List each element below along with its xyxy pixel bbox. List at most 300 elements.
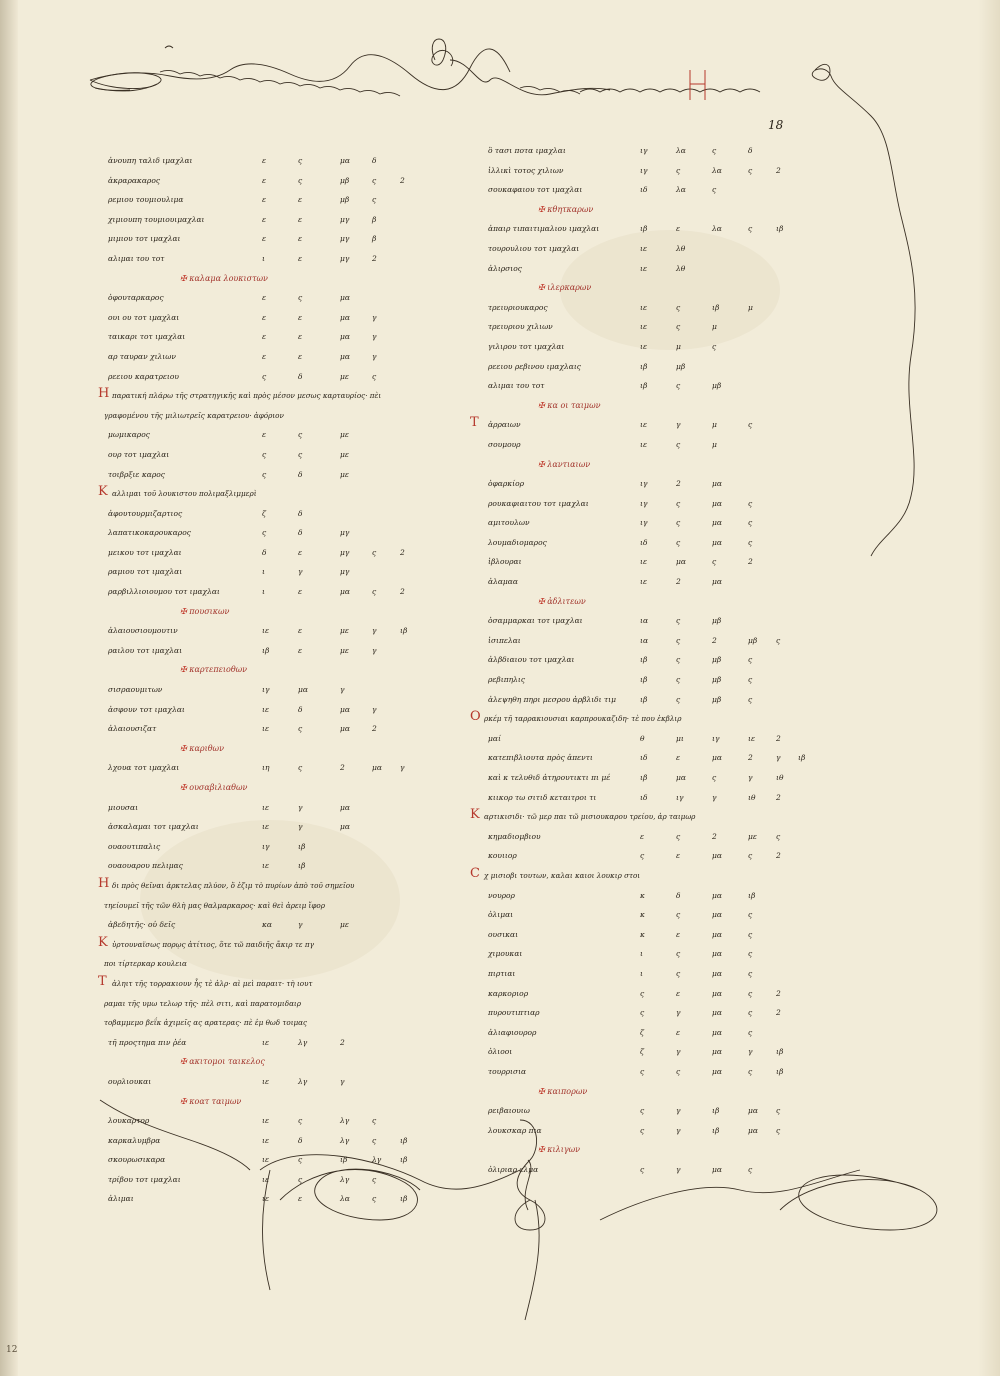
coordinate-value: ς: [298, 430, 303, 440]
place-name: ἀλεψηθη πηρι μεσρου ἀρβλιδι τιμ: [488, 694, 616, 704]
table-row: [468, 160, 818, 180]
coordinate-value: ς: [676, 381, 681, 391]
table-row: [468, 1041, 818, 1061]
coordinate-value: ιβ: [748, 890, 756, 900]
coordinate-value: ς: [748, 910, 753, 920]
coordinate-value: μγ: [340, 528, 350, 538]
table-row: [468, 473, 818, 493]
coordinate-value: ς: [298, 1155, 303, 1165]
coordinate-value: μα: [712, 1047, 722, 1057]
coordinate-value: λγ: [340, 1174, 350, 1184]
coordinate-value: μα: [748, 1106, 758, 1116]
text-line: [100, 973, 455, 993]
heading-text: καιπορων: [547, 1086, 588, 1096]
coordinate-value: ε: [298, 587, 303, 597]
place-name: πυρουτιπτιαρ: [488, 1008, 540, 1018]
coordinate-value: λγ: [340, 1116, 350, 1126]
coordinate-value: ς: [372, 195, 377, 205]
place-name: ρεβιπηλις: [488, 675, 526, 685]
table-row: [100, 170, 455, 190]
coordinate-value: δ: [748, 146, 753, 155]
place-name: τηείουμεῖ τῆς τῶν θλὴ μας θαλμαρκαρος· καὶ θεὶ ἀρειμ ἴφορ: [104, 900, 325, 910]
coordinate-value: ιβ: [298, 861, 306, 871]
place-name: ὃ τασι ποτα ιμαχλαι: [488, 146, 566, 155]
table-row: [100, 836, 455, 856]
place-name: ἀσφουν τοτ ιμαχλαι: [108, 704, 185, 714]
place-name: μιουσαι: [108, 802, 139, 812]
coordinate-value: ιε: [262, 861, 269, 871]
coordinate-value: 2: [776, 165, 781, 175]
coordinate-value: ς: [372, 371, 377, 381]
coordinate-value: γ: [712, 792, 717, 802]
section-heading-label: [180, 665, 247, 674]
place-name: τῆ προςτημα πιν ῥέα: [108, 1037, 187, 1047]
place-name: κιικορ τω σιτιδ κεταιτροι τι: [488, 792, 597, 802]
coordinate-value: μα: [340, 156, 350, 165]
cross-icon: ✠: [538, 596, 548, 606]
table-row: [468, 140, 818, 160]
coordinate-value: γ: [372, 332, 377, 342]
coordinate-value: ια: [640, 635, 649, 645]
coordinate-value: ιβ: [400, 1194, 408, 1204]
coordinate-value: 2: [712, 831, 717, 841]
coordinate-value: μα: [340, 724, 350, 734]
coordinate-value: ς: [640, 1008, 645, 1018]
place-name: αρτικισιδι· τῶ μερ παι τῶ μισιουκαρου τρείου, ἀρ ταιμωρ: [484, 812, 696, 822]
coordinate-value: ς: [676, 616, 681, 626]
coordinate-value: ε: [262, 312, 267, 322]
coordinate-value: δ: [298, 704, 303, 714]
coordinate-value: λγ: [340, 1135, 350, 1145]
table-row: [100, 561, 455, 581]
text-line: [100, 1012, 455, 1032]
coordinate-value: ζ: [262, 508, 267, 518]
coordinate-value: με: [340, 430, 349, 440]
place-name: ἀβεδητῆς· οὐ δεῖς: [108, 920, 176, 930]
coordinate-value: ε: [298, 547, 303, 557]
coordinate-value: λα: [712, 165, 722, 175]
place-name: ουσικαι: [488, 929, 519, 939]
coordinate-value: 2: [776, 792, 781, 802]
coordinate-value: μα: [712, 518, 722, 528]
place-name: κημαδιομβιου: [488, 831, 541, 841]
coordinate-value: ιε: [640, 243, 647, 253]
text-line: [100, 405, 455, 425]
coordinate-value: ς: [748, 537, 753, 547]
coordinate-value: ς: [776, 1125, 781, 1135]
cross-icon: ✠: [180, 743, 190, 753]
table-row: [100, 1071, 455, 1091]
coordinate-value: ς: [712, 773, 717, 782]
coordinate-value: ς: [748, 498, 753, 508]
coordinate-value: μ: [712, 439, 717, 449]
coordinate-value: κ: [640, 890, 645, 900]
coordinate-value: ιγ: [640, 479, 648, 489]
table-row: [468, 885, 818, 905]
place-name: λχουα τοτ ιμαχλαι: [108, 763, 180, 773]
place-name: πιρτιαι: [488, 968, 516, 978]
coordinate-value: ς: [262, 469, 267, 479]
coordinate-value: ε: [298, 626, 303, 636]
coordinate-value: μα: [712, 537, 722, 547]
coordinate-value: μα: [676, 773, 686, 782]
table-row: [468, 493, 818, 513]
text-line: [100, 895, 455, 915]
coordinate-value: ιη: [262, 763, 270, 773]
table-row: [468, 258, 818, 278]
section-heading: [468, 395, 818, 415]
place-name: ουρλιουκαι: [108, 1076, 152, 1086]
section-heading: [100, 738, 455, 758]
coordinate-value: μα: [712, 1027, 722, 1037]
heading-text: κιλιγων: [547, 1145, 581, 1155]
rubricated-initial: Η: [98, 875, 110, 891]
coordinate-value: ιδ: [640, 753, 648, 763]
coordinate-value: μγ: [340, 234, 350, 244]
coordinate-value: ς: [748, 949, 753, 959]
coordinate-value: ς: [372, 547, 377, 557]
table-row: [468, 238, 818, 258]
coordinate-value: ιε: [262, 626, 269, 636]
place-name: ρεμιου τουμιουλιμα: [108, 195, 184, 205]
section-heading-label: [180, 744, 224, 753]
place-name: σουκαφαιου τοτ ιμαχλαι: [488, 185, 583, 195]
coordinate-value: ε: [262, 293, 267, 303]
text-line: [468, 806, 818, 826]
coordinate-value: 2: [400, 175, 405, 185]
place-name: λαπατικοκαρουκαρος: [108, 528, 191, 538]
coordinate-value: ι: [262, 253, 265, 263]
coordinate-value: λθ: [676, 243, 686, 253]
place-name: ἀλαιουσιουμουτιν: [108, 626, 178, 636]
coordinate-value: δ: [372, 156, 377, 165]
coordinate-value: ς: [262, 371, 267, 381]
section-heading-label: [180, 783, 247, 792]
place-name: ουρ τοτ ιμαχλαι: [108, 449, 170, 459]
coordinate-value: μα: [340, 802, 350, 812]
coordinate-value: ς: [372, 175, 377, 185]
coordinate-value: ς: [676, 675, 681, 685]
coordinate-value: ιβ: [640, 361, 648, 371]
coordinate-value: ς: [748, 420, 753, 430]
coordinate-value: 2: [676, 577, 681, 587]
place-name: μαί: [488, 733, 501, 743]
table-row: [468, 904, 818, 924]
coordinate-value: ς: [748, 675, 753, 685]
coordinate-value: ιε: [262, 802, 269, 812]
cross-icon: ✠: [538, 1086, 548, 1096]
heading-text: καριθων: [189, 743, 224, 753]
coordinate-value: γ: [676, 1106, 681, 1116]
place-name: ρεειου ρεβινου ιμαχλαις: [488, 361, 581, 371]
coordinate-value: ς: [298, 1116, 303, 1126]
section-heading-label: [538, 1087, 587, 1096]
table-row: [100, 424, 455, 444]
table-row: [100, 326, 455, 346]
coordinate-value: ιγ: [640, 146, 648, 155]
coordinate-value: ιγ: [262, 685, 270, 695]
coordinate-value: ς: [640, 1066, 645, 1076]
coordinate-value: ς: [776, 1106, 781, 1116]
coordinate-value: με: [340, 920, 349, 930]
coordinate-value: μα: [712, 1164, 722, 1174]
table-row: [468, 963, 818, 983]
coordinate-value: ε: [676, 851, 681, 861]
place-name: λουκσκαρ πια: [488, 1125, 542, 1135]
coordinate-value: ζ: [640, 1027, 645, 1037]
coordinate-value: ς: [676, 1066, 681, 1076]
place-name: ραμιου τοτ ιμαχλαι: [108, 567, 183, 577]
coordinate-value: κ: [640, 929, 645, 939]
place-name: ρουκαφιαιτου τοτ ιμαχλαι: [488, 498, 589, 508]
table-row: [468, 728, 818, 748]
coordinate-value: μα: [372, 763, 382, 773]
coordinate-value: ε: [298, 1194, 303, 1204]
coordinate-value: ιδ: [640, 792, 648, 802]
section-heading-label: [180, 1097, 241, 1106]
place-name: ἰσιπελαι: [488, 635, 521, 645]
place-name: ἀλιαφιουρορ: [488, 1027, 537, 1037]
table-row: [100, 366, 455, 386]
heading-text: κα οι ταιμων: [547, 400, 601, 410]
coordinate-value: γ: [676, 1008, 681, 1018]
coordinate-value: ς: [748, 518, 753, 528]
coordinate-value: ς: [776, 831, 781, 841]
place-name: ἀλβδιαιου τοτ ιμαχλαι: [488, 655, 575, 665]
coordinate-value: ε: [262, 332, 267, 342]
rubricated-initial: Κ: [98, 484, 108, 500]
coordinate-value: γ: [372, 312, 377, 322]
coordinate-value: ς: [748, 1164, 753, 1174]
coordinate-value: 2: [776, 733, 781, 743]
place-name: ποι τίρτερκαρ κουλεια: [104, 959, 187, 969]
cross-icon: ✠: [538, 283, 548, 293]
table-row: [100, 1130, 455, 1150]
coordinate-value: λα: [676, 185, 686, 195]
coordinate-value: ιδ: [640, 185, 648, 195]
place-name: ὀφαρκίορ: [488, 479, 525, 489]
table-row: [100, 444, 455, 464]
coordinate-value: ς: [748, 851, 753, 861]
coordinate-value: μγ: [340, 547, 350, 557]
coordinate-value: ε: [298, 214, 303, 224]
coordinate-value: μι: [676, 733, 684, 743]
coordinate-value: 2: [748, 753, 753, 763]
heading-text: κθητκαρων: [547, 204, 594, 214]
coordinate-value: ε: [262, 351, 267, 361]
coordinate-value: ς: [676, 910, 681, 920]
coordinate-value: μβ: [340, 195, 350, 205]
coordinate-value: μα: [712, 1008, 722, 1018]
place-name: ἀσκαλαμαι τοτ ιμαχλαι: [108, 822, 199, 832]
coordinate-value: δ: [262, 547, 267, 557]
coordinate-value: β: [372, 214, 377, 224]
heading-text: πουσικων: [189, 606, 230, 616]
table-row: [468, 983, 818, 1003]
coordinate-value: ιβ: [776, 224, 784, 234]
coordinate-value: μβ: [712, 694, 722, 704]
coordinate-value: ιγ: [640, 165, 648, 175]
place-name: ραμαι τῆς υμω τελωρ τῆς· πὲλ σιτι, καὶ παρατομιδαιρ: [104, 998, 301, 1008]
text-line: [468, 708, 818, 728]
coordinate-value: ιε: [262, 1076, 269, 1086]
place-name: χ μισιοβι τουτων, καλαι καιοι λουκιρ στοι: [484, 870, 641, 880]
section-heading-label: [538, 283, 591, 292]
coordinate-value: ιε: [640, 439, 647, 449]
place-name: σουμουρ: [488, 439, 521, 449]
place-name: καὶ κ τελυθιδ ἀτηρουτικτι πι μέ: [488, 773, 611, 782]
place-name: ραιλου τοτ ιμαχλαι: [108, 645, 183, 655]
table-row: [100, 1169, 455, 1189]
table-row: [100, 503, 455, 523]
table-row: [468, 434, 818, 454]
table-row: [468, 218, 818, 238]
coordinate-value: με: [340, 626, 349, 636]
coordinate-value: β: [372, 234, 377, 244]
coordinate-value: μα: [340, 704, 350, 714]
coordinate-value: ς: [676, 498, 681, 508]
place-name: γιλιρου τοτ ιμαχλαι: [488, 341, 565, 351]
coordinate-value: ς: [640, 988, 645, 998]
coordinate-value: ς: [676, 518, 681, 528]
table-row: [468, 375, 818, 395]
table-row: [468, 1100, 818, 1120]
place-name: ὀλιοοι: [488, 1047, 513, 1057]
coordinate-value: μβ: [712, 381, 722, 391]
table-row: [468, 1159, 818, 1179]
coordinate-value: ς: [262, 528, 267, 538]
coordinate-value: ιβ: [712, 1106, 720, 1116]
cross-icon: ✠: [180, 1096, 190, 1106]
coordinate-value: ς: [640, 1106, 645, 1116]
table-row: [100, 718, 455, 738]
place-name: τοβαμμεμο βεΐκ ἀχιμεῖς ας αρατερας· πὲ ἐμ θωδ τοιμας: [104, 1018, 308, 1028]
section-heading-label: [538, 401, 601, 410]
coordinate-value: ιε: [640, 322, 647, 332]
coordinate-value: ς: [676, 322, 681, 332]
coordinate-value: λγ: [298, 1037, 308, 1047]
table-row: [100, 699, 455, 719]
coordinate-value: ιβ: [298, 841, 306, 851]
top-flourish-line: [90, 49, 510, 90]
coordinate-value: ιε: [262, 822, 269, 832]
table-row: [468, 512, 818, 532]
coordinate-value: ιγ: [262, 841, 270, 851]
coordinate-value: ς: [298, 1174, 303, 1184]
coordinate-value: μα: [712, 753, 722, 763]
table-row: [100, 307, 455, 327]
coordinate-value: ι: [262, 567, 265, 577]
coordinate-value: μα: [712, 988, 722, 998]
table-row: [468, 336, 818, 356]
place-name: παρατική πλάρω τῆς στρατηγικῆς καὶ πρὸς μέσον μεσως καρταυρίος· πὲι: [112, 391, 382, 401]
place-name: ἀλιρσιος: [488, 263, 522, 273]
coordinate-value: δ: [298, 371, 303, 381]
table-row: [468, 532, 818, 552]
coordinate-value: μα: [712, 851, 722, 861]
coordinate-value: ιγ: [640, 498, 648, 508]
place-name: μωμικαρος: [108, 430, 150, 440]
coordinate-value: δ: [298, 469, 303, 479]
table-row: [100, 855, 455, 875]
table-row: [100, 209, 455, 229]
coordinate-value: ιε: [640, 302, 647, 312]
coordinate-value: ιθ: [748, 792, 756, 802]
table-row: [100, 914, 455, 934]
table-row: [100, 620, 455, 640]
coordinate-value: ς: [372, 1116, 377, 1126]
coordinate-value: λγ: [298, 1076, 308, 1086]
place-name: σκουρωσικαρα: [108, 1155, 166, 1165]
coordinate-value: ς: [748, 655, 753, 665]
coordinate-value: ς: [748, 968, 753, 978]
coordinate-value: ε: [298, 645, 303, 655]
heading-text: κοατ ταιμων: [189, 1096, 242, 1106]
coordinate-value: γ: [340, 1076, 345, 1086]
coordinate-value: ιβ: [640, 224, 648, 234]
coordinate-value: ς: [298, 449, 303, 459]
coordinate-value: μα: [712, 890, 722, 900]
coordinate-value: ς: [676, 635, 681, 645]
table-row: [468, 1002, 818, 1022]
coordinate-value: ς: [640, 851, 645, 861]
table-row: [468, 297, 818, 317]
coordinate-value: μα: [712, 577, 722, 587]
coordinate-value: ιε: [262, 704, 269, 714]
rubricated-initial: Τ: [98, 973, 107, 989]
coordinate-value: δ: [676, 890, 681, 900]
table-row: [468, 610, 818, 630]
table-row: [468, 630, 818, 650]
rubricated-initial: Κ: [470, 807, 480, 823]
place-name: χιμιουπη τουμιουιμαχλαι: [108, 214, 205, 224]
coordinate-value: γ: [748, 773, 753, 782]
table-row: [100, 522, 455, 542]
section-heading-label: [538, 205, 593, 214]
coordinate-value: ς: [748, 1008, 753, 1018]
place-name: καρκοριορ: [488, 988, 529, 998]
table-row: [468, 316, 818, 336]
section-heading: [100, 777, 455, 797]
coordinate-value: γ: [676, 1125, 681, 1135]
cross-icon: ✠: [538, 459, 548, 469]
coordinate-value: ιε: [262, 1174, 269, 1184]
place-name: κατεπιβλιουτα πρὸς ἀπεντι: [488, 753, 593, 763]
coordinate-value: γ: [298, 920, 303, 930]
place-name: τουρρισια: [488, 1066, 527, 1076]
coordinate-value: ιε: [640, 577, 647, 587]
coordinate-value: μα: [340, 351, 350, 361]
coordinate-value: μα: [712, 949, 722, 959]
coordinate-value: με: [340, 449, 349, 459]
coordinate-value: ιβ: [340, 1155, 348, 1165]
coordinate-value: μα: [712, 968, 722, 978]
coordinate-value: ε: [298, 351, 303, 361]
table-row: [100, 1188, 455, 1208]
coordinate-value: ς: [676, 302, 681, 312]
coordinate-value: με: [340, 645, 349, 655]
place-name: τρειυριουκαρος: [488, 302, 548, 312]
coordinate-value: ε: [262, 430, 267, 440]
place-name: ὑρτουναϊσως πορῳς ἀτίτιος, ὅτε τῶ παιδιῆς ἄκιρ τε πγ: [112, 939, 314, 949]
place-name: ἀλιμαι: [108, 1194, 134, 1204]
left-column: [100, 150, 455, 1208]
coordinate-value: ς: [298, 156, 303, 165]
coordinate-value: ιβ: [776, 1066, 784, 1076]
table-row: [100, 464, 455, 484]
coordinate-value: μ: [712, 420, 717, 430]
section-heading-label: [180, 274, 268, 283]
